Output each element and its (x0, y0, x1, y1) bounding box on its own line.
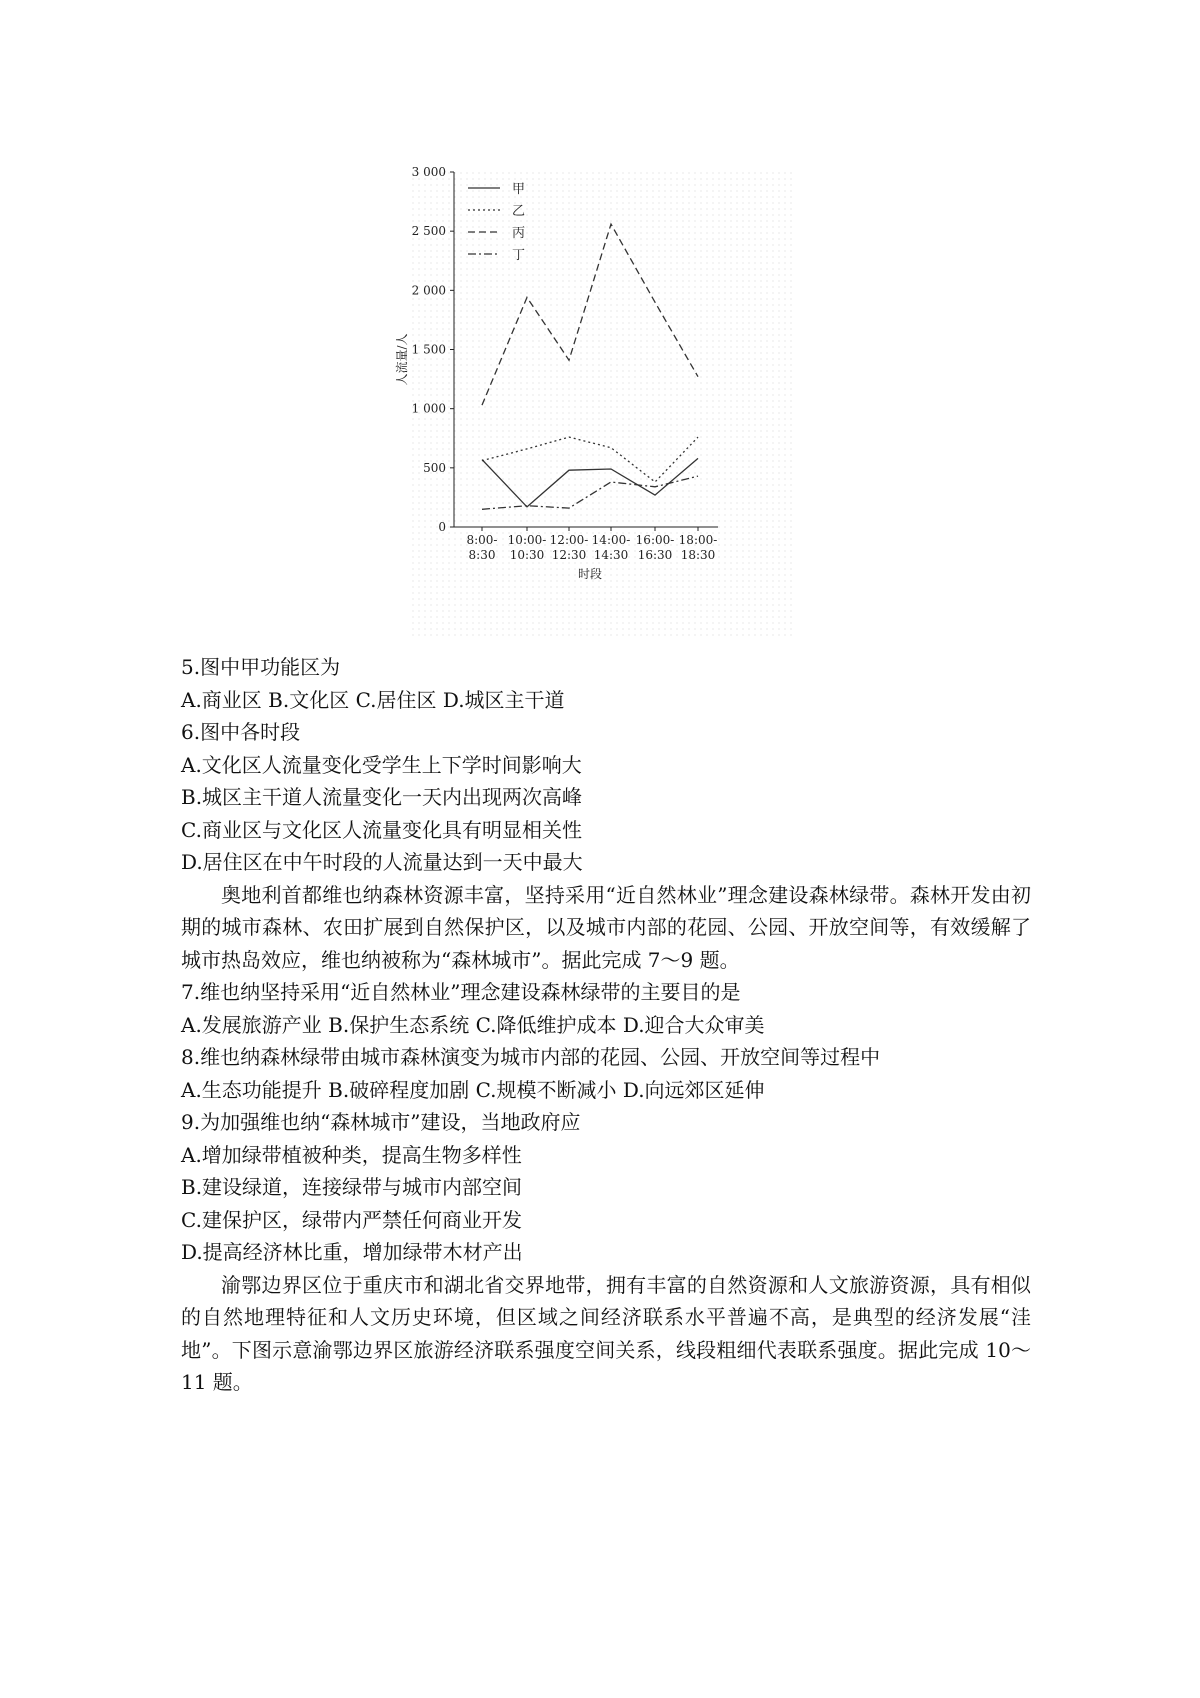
question-line: 5.图中甲功能区为 (181, 655, 341, 679)
legend-label: 丁 (512, 248, 526, 263)
question-line: C.建保护区，绿带内严禁任何商业开发 (181, 1207, 522, 1232)
chart-canvas (395, 165, 792, 638)
y-axis-title: 人流量/人 (395, 333, 409, 386)
x-tick-label: 8:00- (466, 533, 498, 547)
question-line: A.商业区 B.文化区 C.居住区 D.城区主干道 (181, 687, 565, 712)
question-line: 8.维也纳森林绿带由城市森林演变为城市内部的花园、公园、开放空间等过程中 (181, 1045, 881, 1069)
passage-paragraph: 渝鄂边界区位于重庆市和湖北省交界地带，拥有丰富的自然资源和人文旅游资源，具有相似的自然地理特征和人文历史环境，但区域之间经济联系水平普遍不高，是典型的经济发展“洼地”。下图示意渝鄂边界区旅游经济联系强度空间关系，线段粗细代表联系强度。据此完成 10～11 题。 (181, 1272, 1031, 1394)
passage-paragraph: 奥地利首都维也纳森林资源丰富，坚持采用“近自然林业”理念建设森林绿带。森林开发由初期的城市森林、农田扩展到自然保护区，以及城市内部的花园、公园、开放空间等，有效缓解了城市热岛效应，维也纳被称为“森林城市”。据此完成 7～9 题。 (181, 882, 1031, 972)
legend-label: 丙 (512, 226, 526, 241)
pedestrian-flow-chart (395, 165, 792, 638)
x-tick-label: 16:30 (637, 548, 673, 562)
question-line: D.居住区在中午时段的人流量达到一天中最大 (181, 850, 583, 874)
question-line: C.商业区与文化区人流量变化具有明显相关性 (181, 817, 582, 842)
question-line: A.文化区人流量变化受学生上下学时间影响大 (181, 752, 582, 777)
legend-label: 甲 (512, 182, 526, 197)
y-tick-label: 500 (423, 460, 446, 475)
x-tick-label: 10:00- (507, 533, 547, 547)
question-line: B.建设绿道，连接绿带与城市内部空间 (181, 1175, 523, 1199)
question-line: B.城区主干道人流量变化一天内出现两次高峰 (181, 785, 583, 809)
x-tick-label: 16:00- (635, 533, 675, 547)
question-line: 6.图中各时段 (181, 720, 301, 744)
x-tick-label: 18:30 (680, 548, 716, 562)
x-tick-label: 12:30 (551, 548, 587, 562)
x-tick-label: 12:00- (549, 533, 589, 547)
x-tick-label: 18:00- (678, 533, 718, 547)
question-line: 9.为加强维也纳“森林城市”建设，当地政府应 (181, 1110, 581, 1134)
x-tick-label: 8:30 (468, 548, 496, 562)
y-tick-label: 2 000 (411, 283, 446, 298)
question-line: D.提高经济林比重，增加绿带木材产出 (181, 1240, 523, 1264)
x-tick-label: 10:30 (509, 548, 545, 562)
question-text (181, 651, 1031, 1399)
question-line: A.生态功能提升 B.破碎程度加剧 C.规模不断减小 D.向远郊区延伸 (181, 1077, 765, 1102)
question-line: 7.维也纳坚持采用“近自然林业”理念建设森林绿带的主要目的是 (181, 980, 741, 1004)
question-line: A.发展旅游产业 B.保护生态系统 C.降低维护成本 D.迎合大众审美 (181, 1012, 765, 1037)
x-axis-title: 时段 (577, 567, 603, 581)
y-tick-label: 3 000 (411, 165, 446, 179)
y-tick-label: 0 (438, 520, 446, 534)
x-tick-label: 14:00- (591, 533, 631, 547)
y-tick-label: 1 000 (411, 401, 446, 416)
legend-label: 乙 (512, 204, 526, 219)
question-line: A.增加绿带植被种类，提高生物多样性 (181, 1142, 522, 1167)
y-tick-label: 1 500 (411, 342, 446, 357)
x-tick-label: 14:30 (593, 548, 629, 562)
y-tick-label: 2 500 (411, 224, 446, 239)
